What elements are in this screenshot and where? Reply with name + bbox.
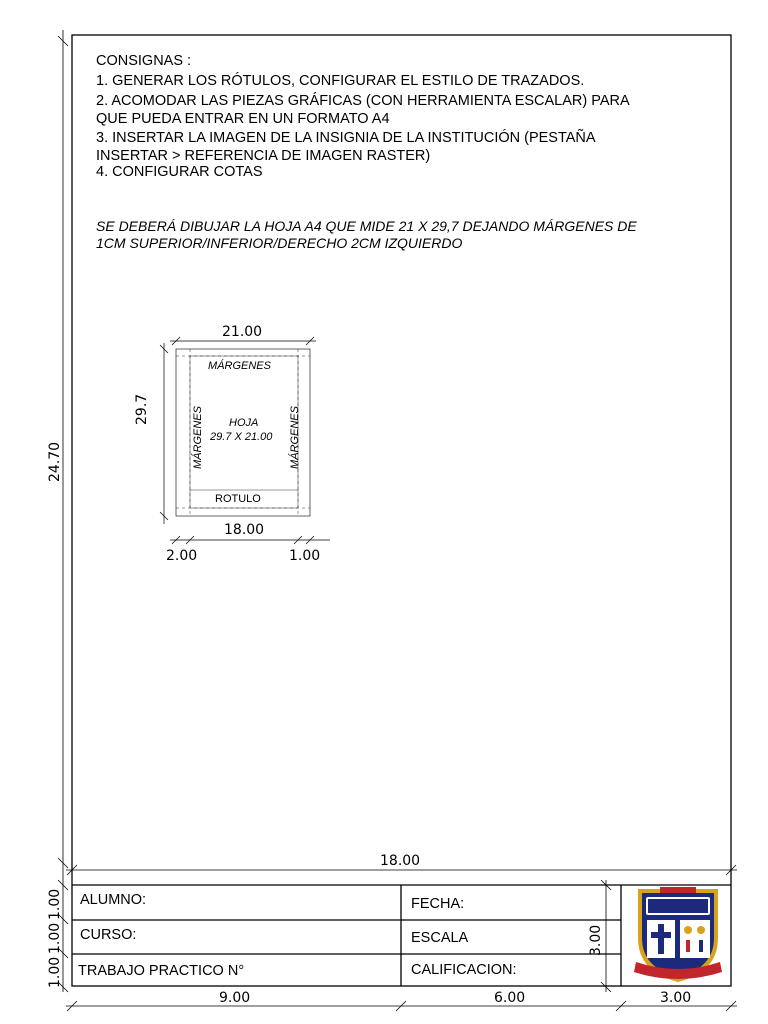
sketch-margin-top: MÁRGENES	[208, 360, 271, 372]
sketch-margin-left: MÁRGENES	[192, 406, 204, 469]
fecha-label: FECHA:	[411, 896, 465, 912]
col-dim-1: 9.00	[219, 990, 251, 1006]
consigna-line-1: 1. GENERAR LOS RÓTULOS, CONFIGURAR EL ESTILO DE TRAZADOS.	[96, 73, 585, 89]
frame-width-dim: 18.00	[380, 853, 421, 869]
institution-logo	[634, 887, 722, 982]
consigna-line-4: 3. INSERTAR LA IMAGEN DE LA INSIGNIA DE LA INSTITUCIÓN (PESTAÑA	[96, 130, 596, 146]
sketch-width-dim: 21.00	[222, 324, 263, 340]
col-dim-2: 6.00	[494, 990, 526, 1006]
note-line-2: 1CM SUPERIOR/INFERIOR/DERECHO 2CM IZQUIERDO	[96, 235, 463, 251]
sketch-sheet-label: HOJA	[229, 417, 259, 429]
row-dim-3: 1.00	[47, 956, 63, 988]
note-line-1: SE DEBERÁ DIBUJAR LA HOJA A4 QUE MIDE 21 X 29,7 DEJANDO MÁRGENES DE	[96, 218, 637, 234]
sketch-left-margin-dim: 2.00	[166, 548, 198, 564]
sketch-height-dim: 29.7	[134, 393, 150, 425]
sketch-margin-right: MÁRGENES	[289, 406, 301, 469]
row-dim-2: 1.00	[47, 922, 63, 954]
row-dim-1: 1.00	[47, 888, 63, 920]
consigna-line-3: QUE PUEDA ENTRAR EN UN FORMATO A4	[96, 111, 390, 127]
consigna-line-2: 2. ACOMODAR LAS PIEZAS GRÁFICAS (CON HERRAMIENTA ESCALAR) PARA	[96, 93, 630, 109]
calificacion-label: CALIFICACION:	[411, 962, 517, 978]
sketch-inner-width-dim: 18.00	[224, 522, 265, 538]
title-block-height-dim: 3.00	[588, 924, 604, 956]
curso-label: CURSO:	[80, 927, 137, 943]
consignas-title: CONSIGNAS :	[96, 53, 192, 69]
sketch-sheet-size: 29.7 X 21.00	[210, 431, 273, 443]
consigna-line-6: 4. CONFIGURAR COTAS	[96, 164, 263, 180]
sketch-rotulo: ROTULO	[215, 493, 261, 505]
col-dim-3: 3.00	[660, 990, 692, 1006]
escala-label: ESCALA	[411, 930, 469, 946]
frame-height-dim: 24.70	[47, 441, 63, 482]
consigna-line-5: INSERTAR > REFERENCIA DE IMAGEN RASTER)	[96, 148, 431, 164]
sketch-right-margin-dim: 1.00	[289, 548, 321, 564]
trabajo-practico-label: TRABAJO PRACTICO N°	[78, 963, 245, 979]
alumno-label: ALUMNO:	[80, 892, 147, 908]
